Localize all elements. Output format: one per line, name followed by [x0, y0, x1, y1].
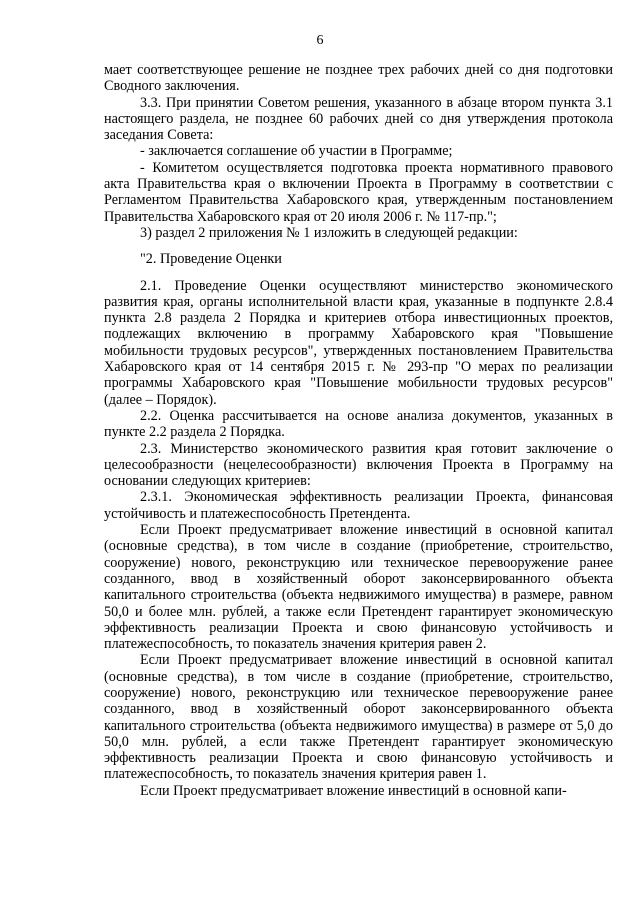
paragraph-3-3: 3.3. При принятии Советом решения, указанного в абзаце втором пункта 3.1 настоящего раздела, не позднее 60 рабочих дней со дня утверждения протокола заседания Совета:	[104, 94, 613, 144]
paragraph-2-3: 2.3. Министерство экономического развития края готовит заключение о целесообразности (нецелесообразности) включения Проекта в Программу на основании следующих критериев:	[104, 440, 613, 490]
document-body	[104, 62, 613, 799]
paragraph-criterion-1: Если Проект предусматривает вложение инвестиций в основной капитал (основные средства), в том числе в создание (приобретение, строительство, сооружение) нового, реконструкцию или техническое перевооружение ранее созданного, ввод в хозяйственный оборот законсервированного объекта капитального строительства (объекта недвижимого имущества) в размере от 5,0 до 50,0 млн. рублей, а если также Претендент гарантирует экономическую эффективность реализации Проекта и свою финансовую устойчивость и платежеспособность, то показатель значения критерия равен 1.	[104, 652, 613, 783]
paragraph-bullet-agreement: - заключается соглашение об участии в Программе;	[140, 143, 453, 160]
paragraph-2-3-1: 2.3.1. Экономическая эффективность реализации Проекта, финансовая устойчивость и платежеспособность Претендента.	[104, 489, 613, 522]
paragraph-next: Если Проект предусматривает вложение инвестиций в основной капи-	[140, 782, 567, 799]
paragraph-2-1: 2.1. Проведение Оценки осуществляют министерство экономического развития края, органы исполнительной власти края, указанные в подпункте 2.8.4 пункта 2.8 раздела 2 Порядка и критериев отбора инвестиционных проектов, подлежащих включению в программу Хабаровского края "Повышение мобильности трудовых ресурсов", утвержденных постановлением Правительства Хабаровского края от 14 сентября 2015 г. № 293-пр "О мерах по реализации программы Хабаровского края "Повышение мобильности трудовых ресурсов" (далее – Порядок).	[104, 277, 613, 408]
paragraph-continuation: мает соответствующее решение не позднее трех рабочих дней со дня подготовки Сводного заключения.	[104, 62, 613, 95]
paragraph-criterion-2: Если Проект предусматривает вложение инвестиций в основной капитал (основные средства), в том числе в создание (приобретение, строительство, сооружение) нового, реконструкцию или техническое перевооружение ранее созданного, ввод в хозяйственный оборот законсервированного объекта капитального строительства (объекта недвижимого имущества) в размере, равном 50,0 и более млн. рублей, а также если Претендент гарантирует экономическую эффективность реализации Проекта и свою финансовую устойчивость и платежеспособность, то показатель значения критерия равен 2.	[104, 522, 613, 653]
section-heading: "2. Проведение Оценки	[140, 251, 282, 268]
paragraph-item-3: 3) раздел 2 приложения № 1 изложить в следующей редакции:	[140, 224, 518, 241]
page-number: 6	[316, 33, 324, 48]
paragraph-2-2: 2.2. Оценка рассчитывается на основе анализа документов, указанных в пункте 2.2 раздела 2 Порядка.	[104, 407, 613, 441]
paragraph-bullet-committee: - Комитетом осуществляется подготовка проекта нормативного правового акта Правительства края о включении Проекта в Программу в соответствии с Регламентом Правительства Хабаровского края, утвержденным постановлением Правительства Хабаровского края от 20 июля 2006 г. № 117-пр.";	[104, 159, 613, 225]
